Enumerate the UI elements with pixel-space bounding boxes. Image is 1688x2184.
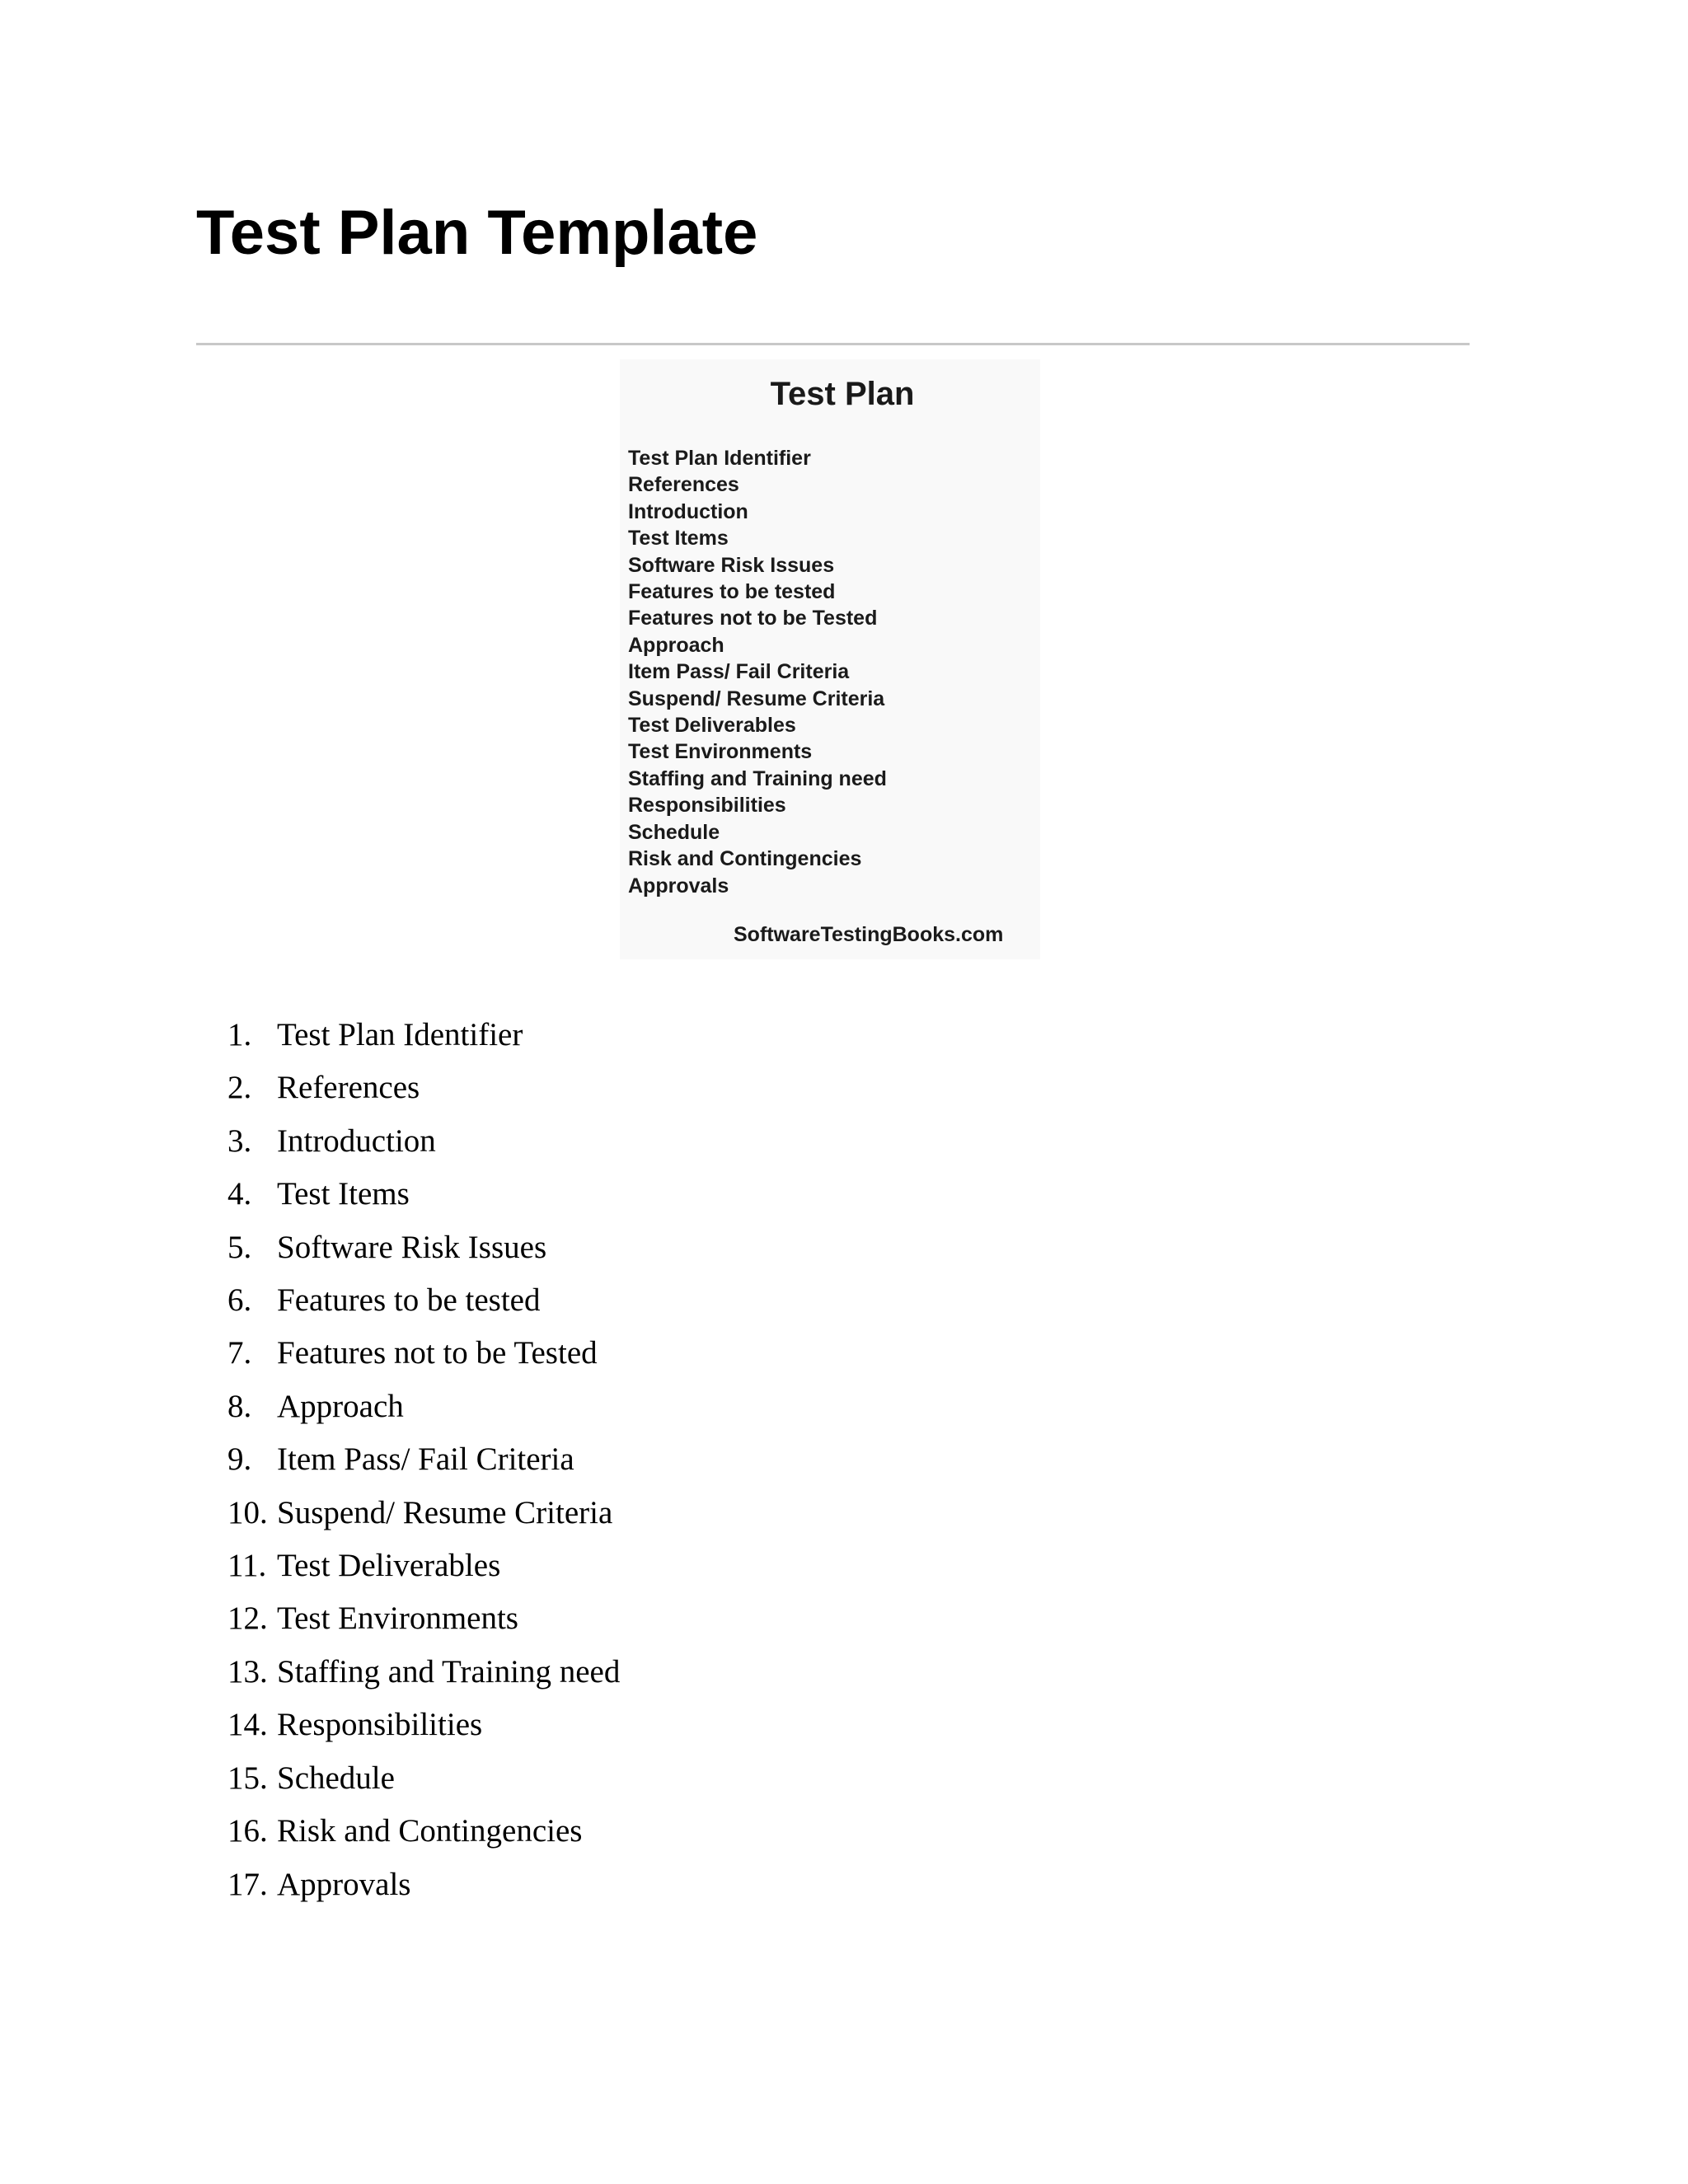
figure-list-item: Responsibilities xyxy=(628,794,786,818)
toc-item-label: Approvals xyxy=(277,1866,411,1902)
toc-item-label: Software Risk Issues xyxy=(277,1229,547,1265)
figure-list-item: Test Environments xyxy=(628,740,813,764)
toc-item-label: References xyxy=(277,1070,420,1106)
figure-list-item: References xyxy=(628,473,739,497)
toc-item-label: Responsibilities xyxy=(277,1707,483,1743)
toc-item-label: Features to be tested xyxy=(277,1282,541,1319)
figure-list-item: Suspend/ Resume Criteria xyxy=(628,687,885,710)
toc-item xyxy=(227,1062,620,1114)
figure-title: Test Plan xyxy=(770,376,915,412)
toc-item xyxy=(227,1646,620,1699)
figure-list-item: Introduction xyxy=(628,499,748,523)
toc-item xyxy=(227,1540,620,1592)
toc-item-number: 1. xyxy=(227,1017,252,1052)
toc-item-number: 4. xyxy=(227,1176,252,1212)
figure-list-item: Features not to be Tested xyxy=(628,607,878,630)
toc-item xyxy=(227,1805,620,1858)
toc-item-label: Features not to be Tested xyxy=(277,1335,598,1371)
figure-list-item: Test Plan Identifier xyxy=(628,447,811,470)
page-title: Test Plan Template xyxy=(196,198,758,268)
figure-list-item: Test Deliverables xyxy=(628,714,796,738)
toc-item xyxy=(227,1327,620,1380)
toc-item xyxy=(227,1433,620,1486)
figure-list-item: Item Pass/ Fail Criteria xyxy=(628,660,850,684)
toc-item-label: Test Deliverables xyxy=(277,1548,501,1584)
figure-list-item: Test Items xyxy=(628,527,729,551)
toc-item-number: 17. xyxy=(227,1866,268,1902)
toc-item-label: Introduction xyxy=(277,1122,436,1159)
toc-item-number: 9. xyxy=(227,1441,252,1478)
toc-item-label: Risk and Contingencies xyxy=(277,1813,583,1849)
toc-item xyxy=(227,1487,620,1540)
toc-item xyxy=(227,1858,620,1911)
figure-list-item: Software Risk Issues xyxy=(628,553,835,577)
toc-item-number: 3. xyxy=(227,1122,252,1159)
table-of-contents xyxy=(227,1009,620,1911)
toc-item xyxy=(227,1115,620,1168)
toc-item xyxy=(227,1699,620,1751)
toc-item xyxy=(227,1592,620,1645)
figure-list-item: Schedule xyxy=(628,820,720,844)
toc-item-number: 11. xyxy=(227,1548,267,1584)
toc-item-number: 6. xyxy=(227,1282,252,1319)
toc-item-label: Test Environments xyxy=(277,1601,518,1637)
toc-item xyxy=(227,1380,620,1433)
figure-list-item: Features to be tested xyxy=(628,580,836,604)
test-plan-figure xyxy=(620,359,1040,959)
figure-list xyxy=(628,445,887,899)
toc-item-number: 10. xyxy=(227,1494,268,1530)
toc-item-label: Test Items xyxy=(277,1176,410,1212)
toc-item-number: 16. xyxy=(227,1813,268,1849)
toc-item-number: 12. xyxy=(227,1601,268,1637)
toc-item-number: 13. xyxy=(227,1653,268,1690)
figure-list-item: Risk and Contingencies xyxy=(628,847,862,871)
horizontal-divider xyxy=(196,343,1470,345)
figure-list-item: Approvals xyxy=(628,874,729,898)
figure-caption: SoftwareTestingBooks.com xyxy=(734,923,1004,946)
figure-list-item: Approach xyxy=(628,633,724,657)
toc-item-label: Approach xyxy=(277,1388,404,1424)
toc-item xyxy=(227,1752,620,1805)
toc-item-label: Item Pass/ Fail Criteria xyxy=(277,1441,574,1478)
toc-item-number: 14. xyxy=(227,1707,268,1743)
toc-item-label: Suspend/ Resume Criteria xyxy=(277,1494,613,1530)
toc-item xyxy=(227,1168,620,1221)
figure-list-item: Staffing and Training need xyxy=(628,766,887,790)
toc-item-number: 15. xyxy=(227,1760,268,1796)
toc-item xyxy=(227,1274,620,1327)
toc-item-number: 7. xyxy=(227,1335,252,1371)
toc-item-label: Staffing and Training need xyxy=(277,1653,621,1690)
toc-item xyxy=(227,1221,620,1274)
toc-item-number: 2. xyxy=(227,1070,252,1106)
toc-item-number: 8. xyxy=(227,1388,252,1424)
toc-item-number: 5. xyxy=(227,1229,252,1265)
toc-item-label: Schedule xyxy=(277,1760,395,1796)
toc-item xyxy=(227,1009,620,1062)
toc-item-label: Test Plan Identifier xyxy=(277,1017,523,1052)
